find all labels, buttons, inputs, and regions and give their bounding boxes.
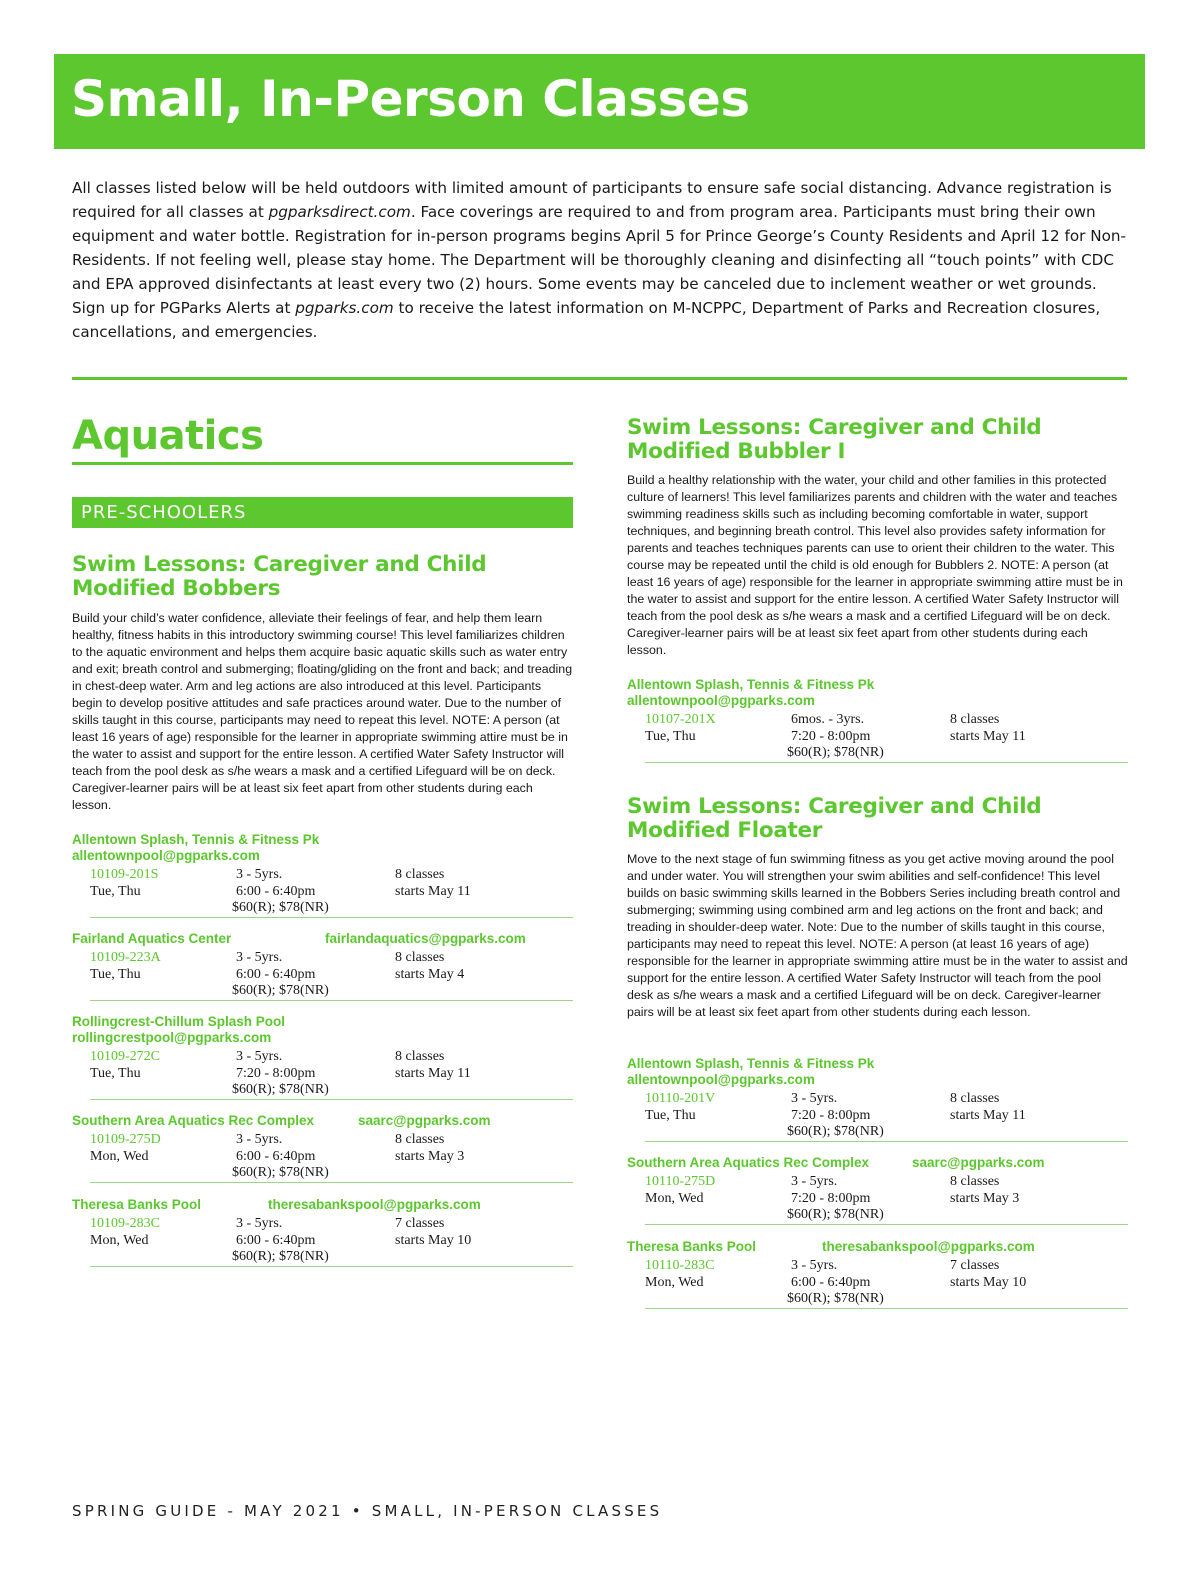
session-start: starts May 11 xyxy=(950,728,1026,744)
location-name: Allentown Splash, Tennis & Fitness Pk xyxy=(72,832,320,847)
section-divider xyxy=(72,377,1127,380)
location-email[interactable]: theresabankspool@pgparks.com xyxy=(268,1197,481,1212)
session-ages: 3 - 5yrs. xyxy=(236,867,283,882)
session-fee: $60(R); $78(NR) xyxy=(787,1124,884,1139)
location-name: Southern Area Aquatics Rec Complex xyxy=(627,1155,870,1170)
session-ages: 3 - 5yrs. xyxy=(791,1091,838,1106)
session-time: 6:00 - 6:40pm xyxy=(236,966,316,982)
session-fee: $60(R); $78(NR) xyxy=(232,983,329,998)
location-email[interactable]: allentownpool@pgparks.com xyxy=(72,847,260,863)
session-location xyxy=(72,1197,573,1213)
session-fee: $60(R); $78(NR) xyxy=(232,900,329,915)
session-class-count: 8 classes xyxy=(395,1132,445,1147)
course-code[interactable]: 10109-223A xyxy=(90,950,161,965)
session-ages: 3 - 5yrs. xyxy=(791,1258,838,1273)
session-ages: 3 - 5yrs. xyxy=(791,1174,838,1189)
location-name: Rollingcrest-Chillum Splash Pool xyxy=(72,1014,286,1029)
session-days: Tue, Thu xyxy=(645,728,696,744)
session-days: Mon, Wed xyxy=(645,1274,704,1290)
session-days: Tue, Thu xyxy=(90,883,141,899)
intro-text-1: All classes listed below will be held outdoors with limited amount of participants to ensure safe social distancing. Advance registration is required for all classes at xyxy=(72,179,1112,221)
course-title xyxy=(72,553,486,601)
session-location xyxy=(627,1239,1128,1255)
session-class-count: 8 classes xyxy=(950,712,1000,727)
page-footer: SPRING GUIDE - MAY 2021 • SMALL, IN-PERSON CLASSES xyxy=(72,1502,663,1520)
course-code[interactable]: 10110-201V xyxy=(645,1091,716,1106)
session-fee: $60(R); $78(NR) xyxy=(232,1082,329,1097)
category-bar xyxy=(72,497,573,528)
course-title-line-2: Modified Bubbler I xyxy=(627,439,846,464)
location-email[interactable]: saarc@pgparks.com xyxy=(912,1155,1045,1170)
session-ages: 3 - 5yrs. xyxy=(236,950,283,965)
category-label: PRE-SCHOOLERS xyxy=(81,502,247,523)
pgparks-link[interactable]: pgparks.com xyxy=(295,299,394,317)
session-location xyxy=(72,832,573,863)
session-start: starts May 11 xyxy=(950,1107,1026,1123)
pgparksdirect-link[interactable]: pgparksdirect.com xyxy=(268,203,411,221)
course-title xyxy=(627,416,1041,464)
session-class-count: 8 classes xyxy=(395,950,445,965)
session-start: starts May 10 xyxy=(950,1274,1027,1290)
session-class-count: 8 classes xyxy=(950,1174,1000,1189)
session-time: 6:00 - 6:40pm xyxy=(791,1274,871,1290)
course-code[interactable]: 10109-283C xyxy=(90,1216,160,1231)
session-start: starts May 11 xyxy=(395,1065,471,1081)
session-days: Mon, Wed xyxy=(90,1148,149,1164)
course-title-line-1: Swim Lessons: Caregiver and Child xyxy=(627,415,1042,440)
course-code[interactable]: 10109-201S xyxy=(90,867,159,882)
intro-text-2: . Face coverings are required to and from program area. Participants must bring their own equipment and water bottle. Registration for in-person programs begins April 5 for Prince George’s County Residents and April 12 for Non-Residents. If not feeling well, please stay home. The Department will be thoroughly cleaning and disinfecting all “touch points” with CDC and EPA approved disinfectants at least every two (2) hours. Some events may be canceled due to inclement weather or wet grounds. Sign up for PGParks Alerts at xyxy=(72,203,1127,317)
session-time: 6:00 - 6:40pm xyxy=(236,883,316,899)
session-days: Mon, Wed xyxy=(645,1190,704,1206)
course-title-line-1: Swim Lessons: Caregiver and Child xyxy=(72,552,487,577)
session-location xyxy=(627,677,1128,708)
session-days: Tue, Thu xyxy=(645,1107,696,1123)
session-start: starts May 3 xyxy=(395,1148,465,1164)
session-time: 6:00 - 6:40pm xyxy=(236,1232,316,1248)
session-class-count: 8 classes xyxy=(395,1049,445,1064)
intro-paragraph xyxy=(72,176,1127,344)
session-fee: $60(R); $78(NR) xyxy=(232,1249,329,1264)
course-description: Move to the next stage of fun swimming fitness as you get active moving around the pool and under water. You will strengthen your swim abilities and self-confidence! This level builds on basic swimming skills learned in the Bobbers Series including breath control and submerging; swimming using combined arm and leg actions on the front and back; and treading in shoulder-deep water. Note: Due to the number of skills taught in this course, participants may need to repeat this level. NOTE: A person (at least 16 years of age) responsible for the learner in appropriate swimming attire must be in the water to assist and support for the entire lesson. A certified Water Safety Instructor will teach from the pool desk as s/he wears a mask and a certified Lifeguard will be on deck. Caregiver-learner pairs will be at least six feet apart from other students during each lesson. xyxy=(627,852,1128,1019)
location-name: Allentown Splash, Tennis & Fitness Pk xyxy=(627,677,875,692)
session-fee: $60(R); $78(NR) xyxy=(787,1207,884,1222)
session-time: 7:20 - 8:00pm xyxy=(791,1190,871,1206)
location-name: Theresa Banks Pool xyxy=(627,1239,757,1254)
session-row xyxy=(645,712,1128,763)
session-location xyxy=(72,931,573,947)
course-title-line-2: Modified Bobbers xyxy=(72,576,281,601)
section-heading xyxy=(72,410,573,465)
session-ages: 6mos. - 3yrs. xyxy=(791,712,865,727)
session-days: Tue, Thu xyxy=(90,1065,141,1081)
page-banner xyxy=(54,54,1145,149)
location-name: Allentown Splash, Tennis & Fitness Pk xyxy=(627,1056,875,1071)
intro-text-3: to receive the latest information on M-NCPPC, Department of Parks and Recreation closures, cancellations, and emergencies. xyxy=(72,299,1101,341)
session-location xyxy=(627,1056,1128,1087)
section-title: Aquatics xyxy=(72,413,264,459)
course-description: Build a healthy relationship with the water, your child and other families in this protected culture of learners! This level familiarizes parents and children with the water and teaches swimming readiness skills such as including becoming comfortable in water, support techniques, and beginning breath control. This level also provides safety information for parents and teaches techniques parents can use to orient their children to the water. This course may be repeated until the child is old enough for Bubblers 2. NOTE: A person (at least 16 years of age) responsible for the learner in appropriate swimming attire must be in the water to assist and support for the entire lesson. A certified Water Safety Instructor will teach from the pool desk as s/he wears a mask and a certified Lifeguard will be on deck. Caregiver-learner pairs will be at least six feet apart from other students during each lesson. xyxy=(627,473,1123,657)
course-code[interactable]: 10107-201X xyxy=(645,712,716,727)
session-row xyxy=(90,1132,573,1183)
session-class-count: 8 classes xyxy=(395,867,445,882)
session-time: 7:20 - 8:00pm xyxy=(791,1107,871,1123)
location-email[interactable]: allentownpool@pgparks.com xyxy=(627,1071,815,1087)
session-class-count: 8 classes xyxy=(950,1091,1000,1106)
session-start: starts May 4 xyxy=(395,966,465,982)
location-name: Fairland Aquatics Center xyxy=(72,931,232,946)
location-name: Southern Area Aquatics Rec Complex xyxy=(72,1113,315,1128)
session-ages: 3 - 5yrs. xyxy=(236,1216,283,1231)
course-code[interactable]: 10110-275D xyxy=(645,1174,716,1189)
location-email[interactable]: allentownpool@pgparks.com xyxy=(627,692,815,708)
course-code[interactable]: 10109-272C xyxy=(90,1049,160,1064)
session-row xyxy=(645,1174,1128,1225)
session-location xyxy=(72,1113,573,1129)
course-title xyxy=(627,795,1041,843)
session-row xyxy=(90,867,573,918)
session-start: starts May 10 xyxy=(395,1232,472,1248)
session-start: starts May 11 xyxy=(395,883,471,899)
session-location xyxy=(72,1014,573,1045)
session-row xyxy=(90,950,573,1001)
session-location xyxy=(627,1155,1128,1171)
session-fee: $60(R); $78(NR) xyxy=(232,1165,329,1180)
session-fee: $60(R); $78(NR) xyxy=(787,745,884,760)
course-title-line-2: Modified Floater xyxy=(627,818,823,843)
location-email[interactable]: rollingcrestpool@pgparks.com xyxy=(72,1029,272,1045)
session-start: starts May 3 xyxy=(950,1190,1020,1206)
page-title: Small, In-Person Classes xyxy=(71,70,750,128)
session-row xyxy=(90,1049,573,1100)
session-days: Tue, Thu xyxy=(90,966,141,982)
session-row xyxy=(90,1216,573,1267)
location-email[interactable]: theresabankspool@pgparks.com xyxy=(822,1239,1035,1254)
session-ages: 3 - 5yrs. xyxy=(236,1132,283,1147)
course-code[interactable]: 10109-275D xyxy=(90,1132,161,1147)
session-class-count: 7 classes xyxy=(395,1216,445,1231)
session-row xyxy=(645,1258,1128,1309)
location-name: Theresa Banks Pool xyxy=(72,1197,202,1212)
session-class-count: 7 classes xyxy=(950,1258,1000,1273)
session-time: 6:00 - 6:40pm xyxy=(236,1148,316,1164)
session-ages: 3 - 5yrs. xyxy=(236,1049,283,1064)
session-days: Mon, Wed xyxy=(90,1232,149,1248)
location-email[interactable]: fairlandaquatics@pgparks.com xyxy=(325,931,526,946)
course-title-line-1: Swim Lessons: Caregiver and Child xyxy=(627,794,1042,819)
course-code[interactable]: 10110-283C xyxy=(645,1258,715,1273)
session-time: 7:20 - 8:00pm xyxy=(236,1065,316,1081)
session-time: 7:20 - 8:00pm xyxy=(791,728,871,744)
course-description: Build your child’s water confidence, alleviate their feelings of fear, and help them learn healthy, fitness habits in this introductory swimming course! This level familiarizes children to the aquatic environment and helps them acquire basic aquatic skills such as water entry and exit; breath control and submerging; floating/gliding on the front and back; and treading in chest-deep water. Arm and leg actions are also introduced at this level. Participants begin to develop positive attitudes and safe practices around water. Due to the number of skills taught in this course, participants may need to repeat this level. NOTE: A person (at least 16 years of age) responsible for the learner in appropriate swimming attire must be in the water to assist and support for the entire lesson. A certified Water Safety Instructor will teach from the pool desk as s/he wears a mask and a certified Lifeguard will be on deck. Caregiver-learner pairs will be at least six feet apart from other students during each lesson. xyxy=(72,611,573,812)
location-email[interactable]: saarc@pgparks.com xyxy=(358,1113,491,1128)
session-row xyxy=(645,1091,1128,1142)
session-fee: $60(R); $78(NR) xyxy=(787,1291,884,1306)
